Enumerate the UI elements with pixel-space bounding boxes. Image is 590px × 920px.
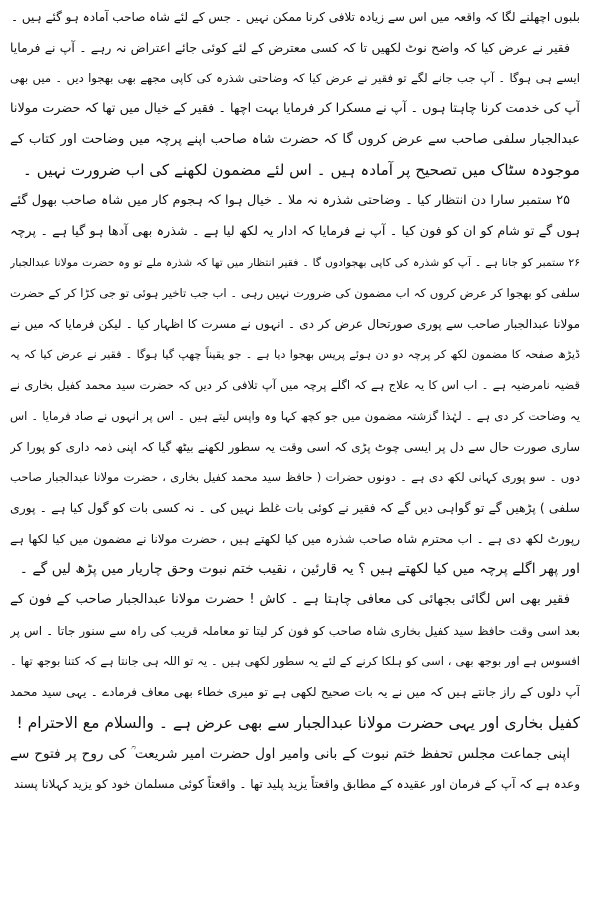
text-line: ساری صورت حال سے دل پر ایسی چوٹ پڑی کہ اسی وقت یہ سطور لکھنے بیٹھ گیا کہ اپنی ذمہ داری کو پورا کر [10, 439, 580, 454]
paragraph [10, 585, 580, 738]
text-line: سلفی ) پڑھیں گے تو گواہی دیں گے کہ فقیر نے کوئی بات غلط نہیں کی ۔ نہ کسی بات کو گول کیا ہے ۔ پوری [10, 500, 580, 515]
text-line: دوں ۔ سو پوری کہانی لکھ دی ہے ۔ دونوں حضرات ( حافظ سید محمد کفیل بخاری ، حضرت مولانا عبدالجبار صاحب [10, 470, 580, 485]
text-line: آپ کی خدمت کرنا چاہتا ہوں ۔ آپ نے مسکرا کر فرمایا بہت اچھا ۔ فقیر کے خیال میں تھا کہ حضرت مولانا [10, 101, 580, 117]
document-body [10, 2, 580, 800]
text-line: اپنی جماعت مجلس تحفظ ختم نبوت کے بانی وامیر اول حضرت امیر شریعت ؒ کی روح پر فتوح سے [10, 745, 570, 762]
paragraph [10, 2, 580, 33]
text-line: ڈیڑھ صفحہ کا مضمون لکھ کر پرچہ دو دن ہوئے پریس بھجوا دیا ہے ۔ جو یقیناً چھپ گیا ہوگا ۔ فقیر نے عرض کیا کہ یہ [10, 347, 580, 361]
paragraph [10, 739, 580, 800]
text-line: سلفی کو بھجوا کر عرض کروں کہ اب مضمون کی ضرورت نہیں رہی ۔ اب جب تاخیر ہوئی تو جی کڑا کر کے حضرت [10, 286, 580, 301]
text-line: بعد اسی وقت حافظ سید کفیل بخاری شاہ صاحب کو فون کر لیتا تو معاملہ قریب کی راہ سے سنور جاتا ۔ اس پر [10, 623, 580, 638]
text-line: فقیر بھی اس لگائی بجھائی کی معافی چاہتا ہے ۔ کاش ! حضرت مولانا عبدالجبار صاحب کے فون کے [10, 592, 570, 608]
text-line: فقیر نے عرض کیا کہ واضح نوٹ لکھیں تا کہ کسی معترض کے لئے کوئی جائے اعتراض نہ رہے ۔ آپ نے فرمایا [10, 39, 570, 55]
text-line: ہوں گے تو شام کو ان کو فون کیا ۔ آپ نے فرمایا کہ ادار یہ لکھ لیا ہے ۔ شذرہ بھی آدھا ہو گیا ہے ۔ پرچہ [10, 223, 580, 239]
text-line: اور پھر اگلے پرچہ میں کیا لکھتے ہیں ؟ یہ قارئین ، نقیب ختم نبوت وحق چاریار میں پڑھ لیں گے ۔ [19, 561, 580, 578]
paragraph [10, 186, 580, 585]
text-line: آپ دلوں کے راز جانتے ہیں کہ میں نے یہ بات صحیح لکھی ہے تو میری خطاء بھی معاف فرمادے ۔ یہی سید محمد [10, 685, 580, 700]
text-line: مولانا عبدالجبار صاحب سے پوری صورتحال عرض کر دی ۔ انہوں نے مسرت کا اظہار کیا ۔ لیکن فرمایا کہ میں نے [10, 316, 580, 331]
text-line: ۲۶ ستمبر کو جانا ہے ۔ آپ کو شذرہ کی کاپی بھجوادوں گا ۔ فقیر انتظار میں تھا کہ شذرہ ملے تو وہ حضرت مولانا عبدالجبار [10, 255, 580, 269]
text-line: عبدالجبار سلفی صاحب سے عرض کروں گا کہ حضرت شاہ صاحب اپنے پرچہ میں وضاحت اور کتاب کے [10, 131, 580, 147]
paragraph [10, 33, 580, 186]
text-line: افسوس ہے اور بوجھ بھی ، اسی کو ہلکا کرنے کے لئے یہ سطور لکھی ہیں ۔ یہ تو اللہ ہی جانتا ہے کہ کتنا بوجھ تھا ۔ [10, 654, 580, 669]
text-line: یہ وضاحت کر دی ہے ۔ لہٰذا گزشتہ مضمون میں جو کچھ کہا وہ واپس لیتے ہیں ۔ اس پر انہوں نے صاد فرمایا ۔ اس [10, 408, 580, 423]
text-line: وعدہ ہے کہ آپ کے فرمان اور عقیدہ کے مطابق واقعتاً یزید پلید تھا ۔ واقعتاً کوئی مسلمان خود کو یزید کہلانا پسند [13, 777, 580, 792]
text-line: موجودہ سٹاک میں تصحیح پر آمادہ ہیں ۔ اس لئے مضمون لکھنے کی اب ضرورت نہیں ۔ [23, 161, 580, 180]
text-line: ۲۵ ستمبر سارا دن انتظار کیا ۔ وضاحتی شذرہ نہ ملا ۔ خیال ہوا کہ ہجوم کار میں شاہ صاحب بھول گئے [10, 193, 570, 209]
text-line: بلبوں اچھلنے لگا کہ واقعہ میں اس سے زیادہ تلافی کرنا ممکن نہیں ۔ جس کے لئے شاہ صاحب آمادہ ہو گئے ہیں ۔ [11, 10, 580, 24]
text-line: ایسے ہی ہوگا ۔ آپ جب جانے لگے تو فقیر نے عرض کیا کہ وضاحتی شذرہ کی کاپی مجھے بھی بھجوا دیں ۔ میں بھی [10, 71, 580, 86]
text-line: کفیل بخاری اور یہی حضرت مولانا عبدالجبار سے بھی عرض ہے ۔ والسلام مع الاحترام ! [16, 713, 580, 732]
text-line: رپورٹ لکھ دی ہے ۔ اب محترم شاہ صاحب شذرہ میں کیا لکھتے ہیں ، حضرت مولانا نے مضمون میں کیا لکھا ہے [10, 531, 580, 546]
text-line: قضیہ نامرضیہ ہے ۔ اب اس کا یہ علاج ہے کہ اگلے پرچہ میں آپ تلافی کر دیں کہ حضرت سید محمد کفیل بخاری نے [10, 378, 580, 393]
